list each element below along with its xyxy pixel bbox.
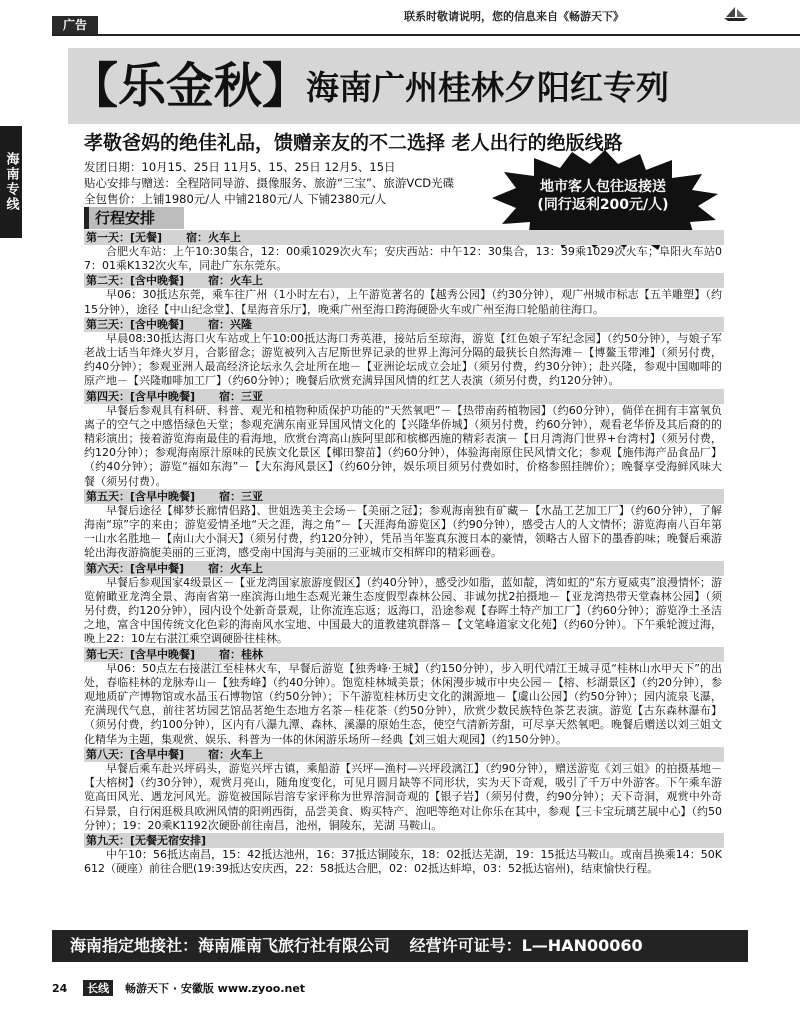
day-5 [84, 489, 724, 561]
day-description: 合肥火车站：上午10:30集合，12：00乘1029次火车；安庆西站：中午12：30集合，13：39乘1029次火车；阜阳火车站07：01乘K132次火车，同赴广东东莞东。 [84, 245, 722, 273]
brand-title: 【乐金秋】 [70, 58, 311, 114]
page-number: 24 [52, 982, 68, 995]
day-title: 第五天：[含早中晚餐] [86, 489, 196, 503]
day-title: 第一天：[无餐] [86, 231, 163, 244]
promo-line-1: 地市客人包往返接送 [540, 179, 666, 195]
day-description: 早晨08:30抵达海口火车站或上午10:00抵达海口秀英港，接站后至琼海，游览【红色娘子军纪念园】（约50分钟），与娘子军老战士话当年烽火岁月，合影留念；游览被列入吉尼斯世界记录的世界上海河分隔的最狭长自然海滩－【博鳌玉带滩】（须另付费，约40分钟）；参观亚洲人最高经济论坛永久会址所在地－【亚洲论坛成立会址】（须另付费，约30分钟）；赴兴隆，参观中国咖啡的原产地－【兴隆咖啡加工厂】（约60分钟）；晚餐后欣赏充满异国风情的红艺人表演（须另付费，约120分钟）。 [84, 331, 722, 388]
day-description: 早06：50点左右接湛江至桂林火车，早餐后游览【独秀峰·王城】（约150分钟），步入明代靖江王城寻觅“桂林山水甲天下”的出处，春临桂林的龙脉寿山－【独秀峰】（约40分钟）。饱览桂林城美景；休闲漫步城市中央公园－【榕、杉湖景区】（约20分钟），参观地质矿产博物馆或水晶玉石博物馆（约50分钟）；下午游览桂林历史文化的渊源地－【虞山公园】（约50分钟）；园内流泉飞瀑，充满现代气息，前往茗坊园艺馆品茗绝生态地方名茶－桂花茶（约50分钟），欣赏少数民族特色茶艺表演。游览【古东森林瀑布】（须另付费，约100分钟），区内有八瀑九潭、森林、溪瀑的原始生态，使空气清新芳甜，可尽享天然氧吧。晚餐后赠送以刘三姐文化精华为主题，集观赏、娱乐、科普为一体的休闲游乐场所－经典【刘三姐大观园】（约150分钟）。 [84, 661, 722, 746]
day-lodging: 宿：桂林 [219, 647, 264, 661]
promo-text [508, 178, 698, 214]
local-agency: 海南指定地接社：海南雁南飞旅行社有限公司 [70, 936, 391, 955]
day-lodging: 宿：兴隆 [208, 317, 253, 331]
day-lodging: 宿：三亚 [219, 489, 264, 503]
day-title: 第七天：[含早中晚餐] [86, 647, 196, 661]
day-header [84, 833, 724, 848]
ad-label: 广告 [52, 16, 98, 34]
day-lodging: 宿：火车上 [208, 561, 264, 575]
page-footer [52, 980, 305, 996]
day-3 [84, 317, 724, 389]
agency-footer [52, 930, 748, 962]
day-description: 早餐后乘车赴兴坪码头，游览兴坪古镇，乘船游【兴坪—渔村—兴坪段漓江】（约90分钟），赠送游览《刘三姐》的拍摄基地－【大榕树】（约30分钟），观赏月亮山，随角度变化，可见月圆月缺等不同形状，实为天下奇观，吸引了千万中外游客。下午乘车游览高田风光、遇龙河风光。游览被国际岩溶专家评称为世界溶洞奇观的【银子岩】（须另付费，约90分钟）；天下奇洞，观赏中外奇石异景，自行闲逛极具欧洲风情的阳朔西街，品尝美食、购买特产、泡吧等绝对让你乐在其中，参观【三卡宝玩璃艺展中心】（约50分钟）；19：20乘K1192次硬卧前往南昌，池州，铜陵东，芜湖 马鞍山。 [84, 761, 722, 832]
departure-dates: 发团日期：10月15、25日 11月5、15、25日 12月5、15日 [84, 160, 396, 174]
day-lodging: 宿：火车上 [208, 274, 264, 288]
day-header [84, 317, 724, 332]
day-title: 第六天：[含早中餐] [86, 561, 185, 575]
day-description: 早餐后参观具有科研、科普、观光和植物种质保护功能的“天然氧吧”－【热带南药植物园】（约60分钟），倘佯在拥有丰富氧负离子的空气之中感悟绿色天堂；参观充满东南亚异国风情文化的【兴隆华侨城】（须另付费，约60分钟），观看老华侨及其后裔的的精彩演出；接着游览海南最佳的看海地，欣赏台湾高山族阿里郎和槟榔西施的精彩表演－【日月湾海门世界+台湾村】（须另付费，约120分钟）；参观海南原汁原味的民族文化景区【椰田黎苗】（约60分钟），体验海南原住民风情文化；参观【施伟海产品食品厂】（约40分钟）；游览“福如东海”－【大东海风景区】（约60分钟，娱乐项目须另付费如时，价格参照挂牌价）；晚餐享受海鲜风味大餐（须另付费）。 [84, 403, 722, 488]
line-category-tag: 长线 [83, 980, 113, 996]
day-8 [84, 747, 724, 833]
price-list: 全包售价：上铺1980元/人 中铺2180元/人 下铺2380元/人 [84, 192, 387, 206]
day-2 [84, 273, 724, 316]
day-header [84, 273, 724, 288]
publication-info: 畅游天下 · 安徽版 www.zyoo.net [125, 982, 306, 995]
itinerary-heading: 行程安排 [84, 207, 184, 229]
promo-line-2: (同行返利200元/人) [537, 197, 669, 213]
gift-services: 贴心安排与赠送：全程陪同导游、摄像服务、旅游“三宝”、旅游VCD光碟 [84, 176, 455, 190]
day-lodging: 宿：火车上 [186, 231, 242, 244]
day-header [84, 489, 724, 504]
day-header [84, 230, 724, 245]
day-description: 早06：30抵达东莞，乘车往广州（1小时左右），上午游览著名的【越秀公园】（约30分钟），观广州城市标志【五羊雕塑】（约15分钟），途径【中山纪念堂】、【星海音乐厅】，晚乘广州至海口跨海硬卧火车或广州至海口轮船前往海口。 [84, 288, 722, 316]
day-6 [84, 561, 724, 647]
day-header [84, 747, 724, 762]
day-description: 中午10：56抵达南昌，15：42抵达池州，16：37抵达铜陵东，18：02抵达芜湖，19：15抵达马鞍山。或南昌换乘14：50K612（硬座）前往合肥(19:39抵达安庆西，22：58抵达合肥，02：02抵达蚌埠，03：52抵达宿州)，结束愉快行程。 [84, 847, 722, 876]
day-7 [84, 647, 724, 747]
day-title: 第八天：[含早中餐] [86, 747, 185, 761]
slogan: 孝敬爸妈的绝佳礼品，馈赠亲友的不二选择 老人出行的绝版线路 [84, 132, 623, 154]
license-number: 经营许可证号：L—HAN00060 [409, 936, 643, 955]
route-title: 海南广州桂林夕阳红专列 [306, 68, 669, 107]
day-header [84, 561, 724, 576]
day-description: 早餐后参观国家4级景区－【亚龙湾国家旅游度假区】（约40分钟），感受沙如脂，蓝如靛，湾如虹的“东方夏威夷”浪漫情怀；游览俯瞰亚龙湾全景、海南省第一座滨海山地生态观光兼生态度假型森林公园、非诚勿扰2拍摄地－【亚龙湾热带天堂森林公园】（须另付费，约120分钟），园内设个处新奇景观，让你流连忘返；返海口，沿途参观【春晖土特产加工厂】（约60分钟）；游览净土圣洁之地，富含中国传统文化色彩的海南风水宝地、中国最大的道教建筑群落－【文笔峰道家文化苑】（约60分钟）。下午乘轮渡过海，晚上22：10左右湛江乘空调硬卧往桂林。 [84, 575, 722, 646]
day-title: 第三天：[含中晚餐] [86, 317, 185, 331]
day-description: 早餐后途径【椰梦长廊情侣路】、世姐选美主会场－【美丽之冠】；参观海南独有矿藏－【水晶工艺加工厂】（约60分钟），了解海南“琼”字的来由；游览爱情圣地“天之涯，海之角”－【天涯海角游览区】（约90分钟），感受古人的人文情怀；游览海南八百年第一山水名胜地－【南山大小洞天】（须另付费，约120分钟），凭吊当年鉴真东渡日本的豪情，领略古人留下的墨香韵味；晚餐后乘游轮出海夜游旖旎美丽的三亚湾，感受南中国海与美丽的三亚城市交相辉印的精彩画卷。 [84, 503, 722, 560]
day-title: 第二天：[含中晚餐] [86, 274, 185, 288]
source-disclaimer: 联系时敬请说明，您的信息来自《畅游天下》 [404, 10, 624, 23]
itinerary [84, 230, 724, 876]
day-9 [84, 833, 724, 876]
day-4 [84, 389, 724, 489]
day-lodging: 宿：三亚 [219, 389, 264, 403]
day-header [84, 647, 724, 662]
day-title: 第九天：[无餐无宿安排] [86, 833, 207, 847]
day-1 [84, 230, 724, 273]
header-divider [52, 34, 800, 36]
side-category-tab: 海南专线 [0, 126, 22, 238]
day-lodging: 宿：火车上 [208, 747, 264, 761]
top-bar [0, 0, 800, 34]
day-title: 第四天：[含早中晚餐] [86, 389, 196, 403]
day-header [84, 389, 724, 404]
sailboat-logo-icon [722, 6, 750, 22]
